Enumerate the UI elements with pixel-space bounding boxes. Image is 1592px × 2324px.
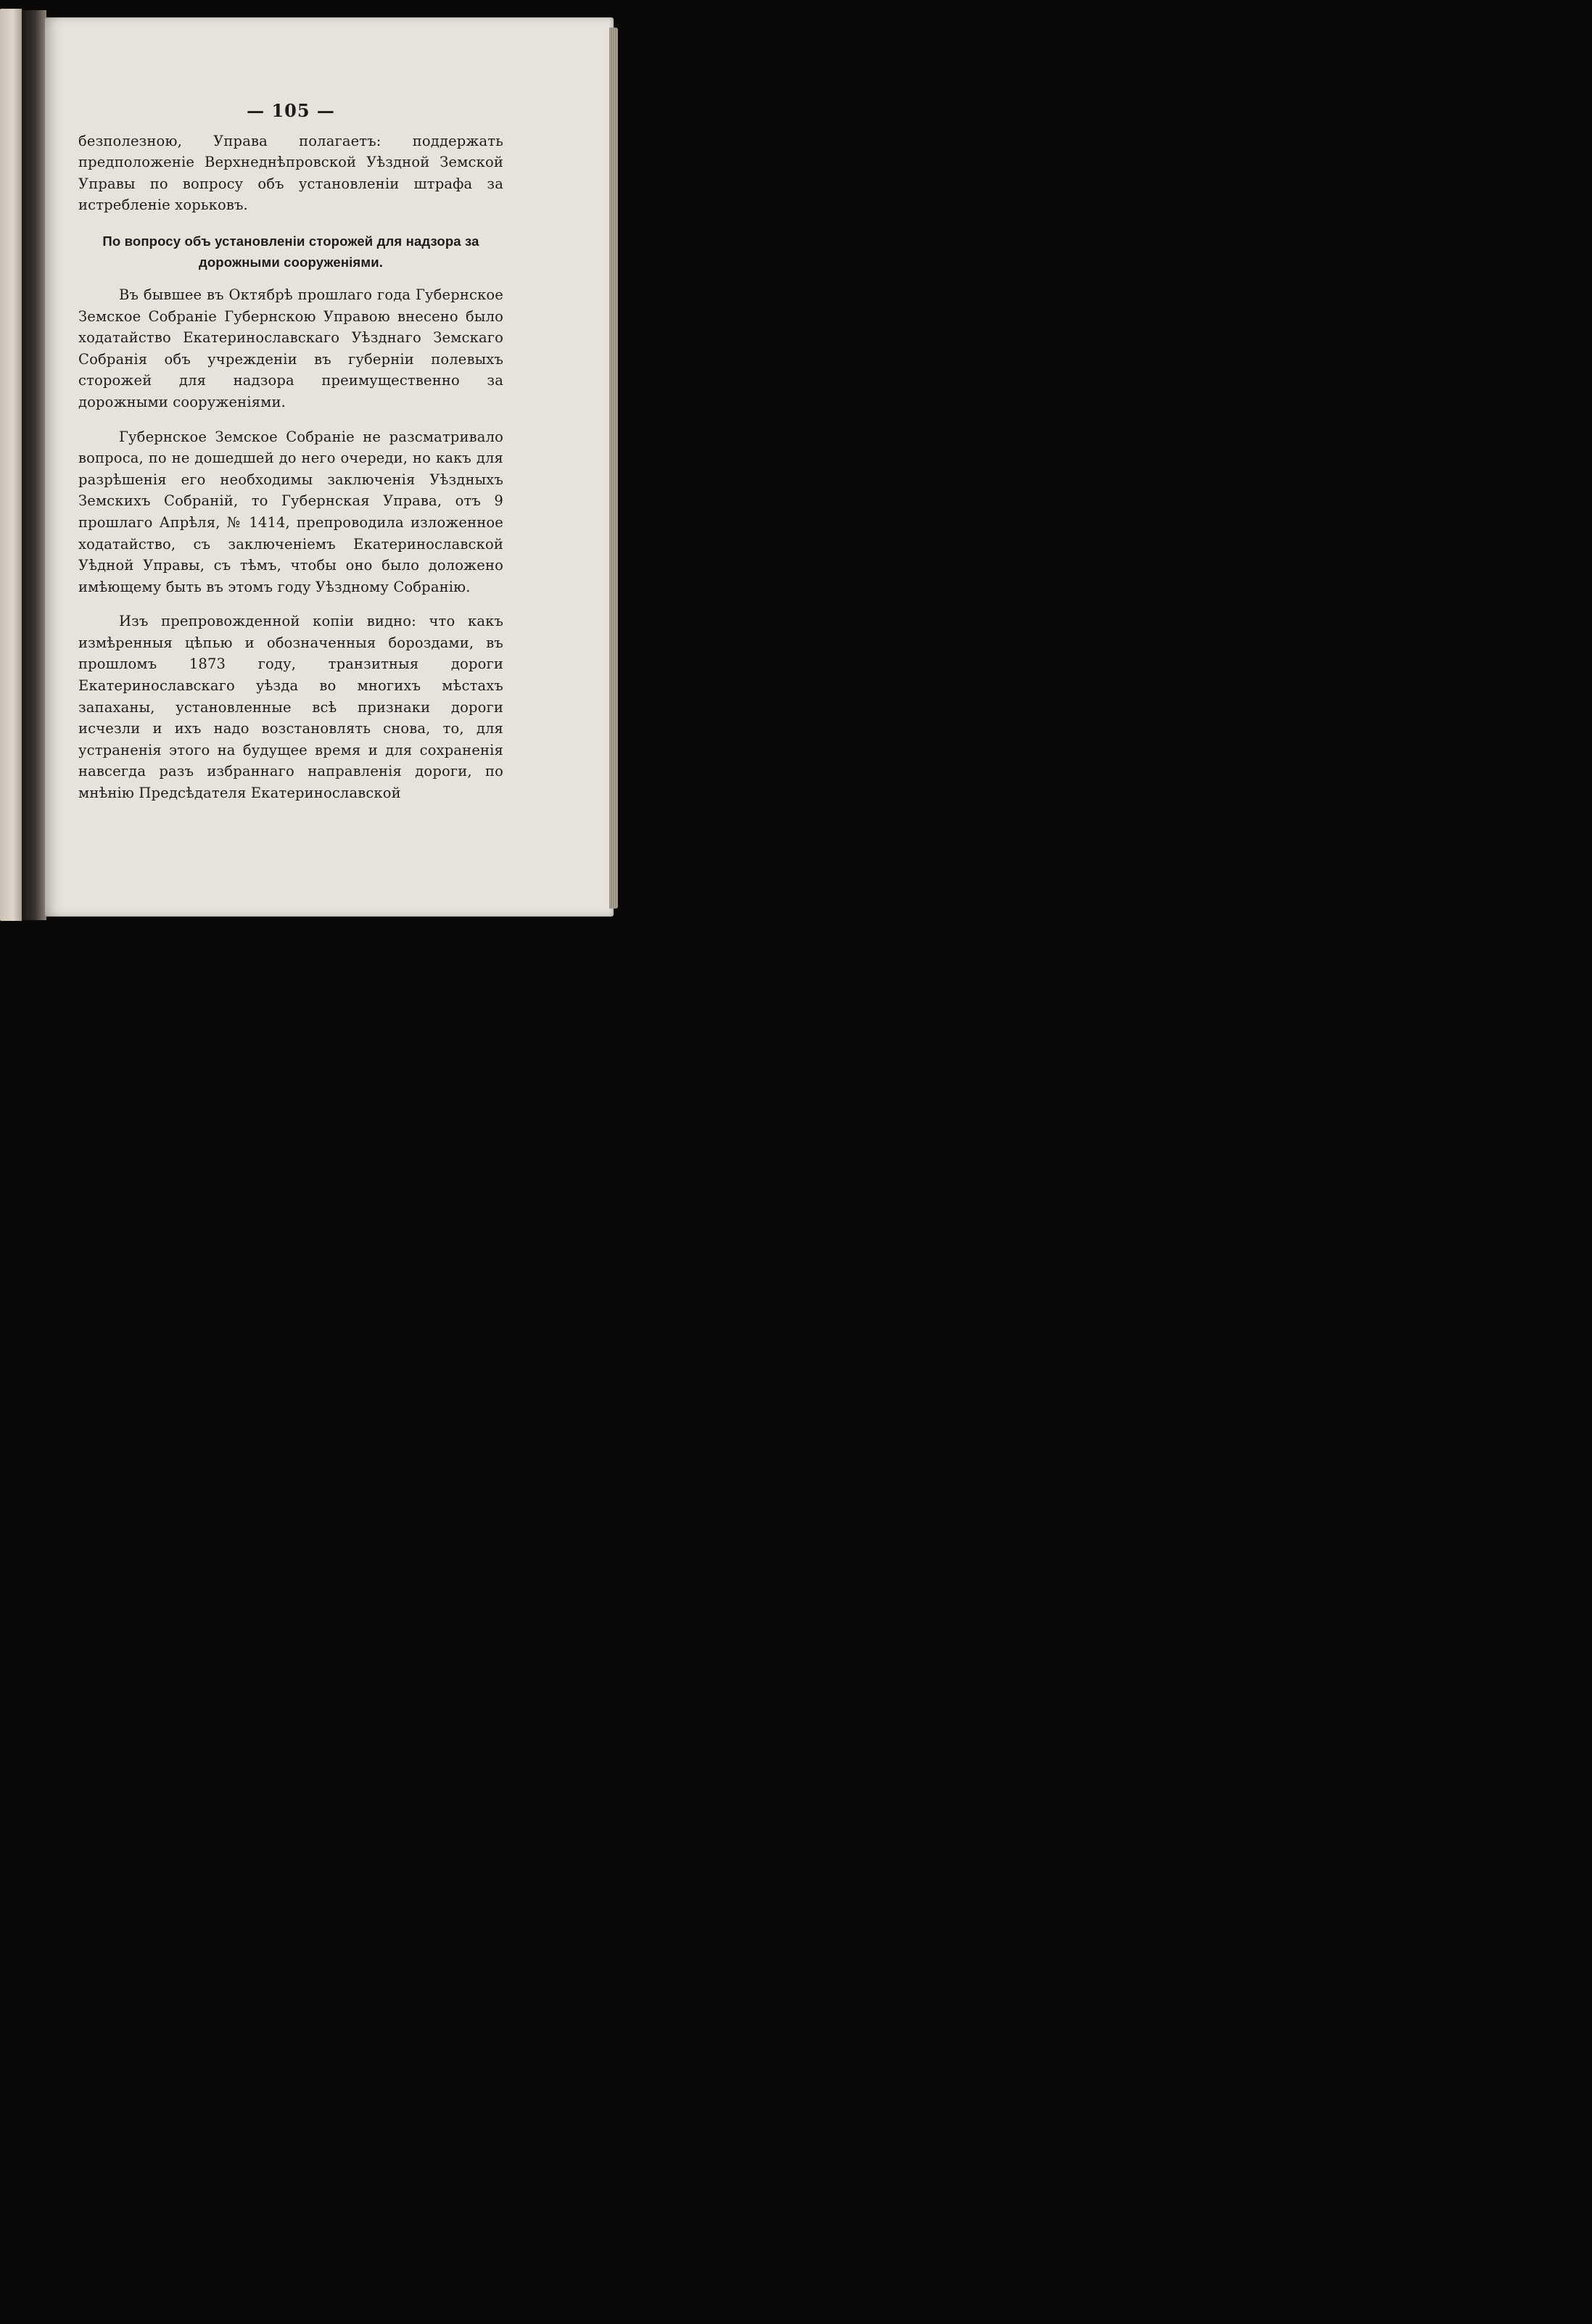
- page-stack-edge: [609, 28, 618, 909]
- page-number: — 105 —: [247, 100, 335, 121]
- page-text-block: [78, 100, 503, 804]
- book-gutter: [22, 10, 46, 920]
- continuation-paragraph: безполезною, Управа полагаетъ: поддержать предположеніе Верхнеднѣпровской Уѣздной Земской Управы по вопросу объ установленіи штрафа за истребленіе хорьковъ.: [78, 132, 503, 214]
- paragraph-3: Изъ препровожденной копіи видно: что какъ измѣренныя цѣпью и обозначенныя бороздами, въ прошломъ 1873 году, транзитныя дороги Екатеринославскаго уѣзда во многихъ мѣстахъ запаханы, установленные всѣ признаки дороги исчезли и ихъ надо возстановлять снова, то, для устраненія этого на будущее время и для сохраненія навсегда разъ избраннаго направленія дороги, по мнѣнію Предсѣдателя Екатеринославской: [78, 613, 503, 802]
- left-page-edge: [0, 9, 22, 921]
- paragraph-2: Губернское Земское Собраніе не разсматривало вопроса, по не дошедшей до него очереди, но какъ для разрѣшенія его необходимы заключенія Уѣздныхъ Земскихъ Собраній, то Губернская Управа, отъ 9 прошлаго Апрѣля, № 1414, препроводила изложенное ходатайство, съ заключеніемъ Екатеринославской Уѣдной Управы, съ тѣмъ, чтобы оно было доложено имѣющему быть въ этомъ году Уѣздному Собранію.: [78, 428, 503, 595]
- section-heading: По вопросу объ установленіи сторожей для надзора за дорожными сооруженіями.: [102, 233, 479, 270]
- paragraph-1: Въ бывшее въ Октябрѣ прошлаго года Губернское Земское Собраніе Губернскою Управою внесено было ходатайство Екатеринославскаго Уѣзднаго Земскаго Собранія объ учрежденіи въ губерніи полевыхъ сторожей для надзора преимущественно за дорожными сооруженіями.: [78, 286, 503, 410]
